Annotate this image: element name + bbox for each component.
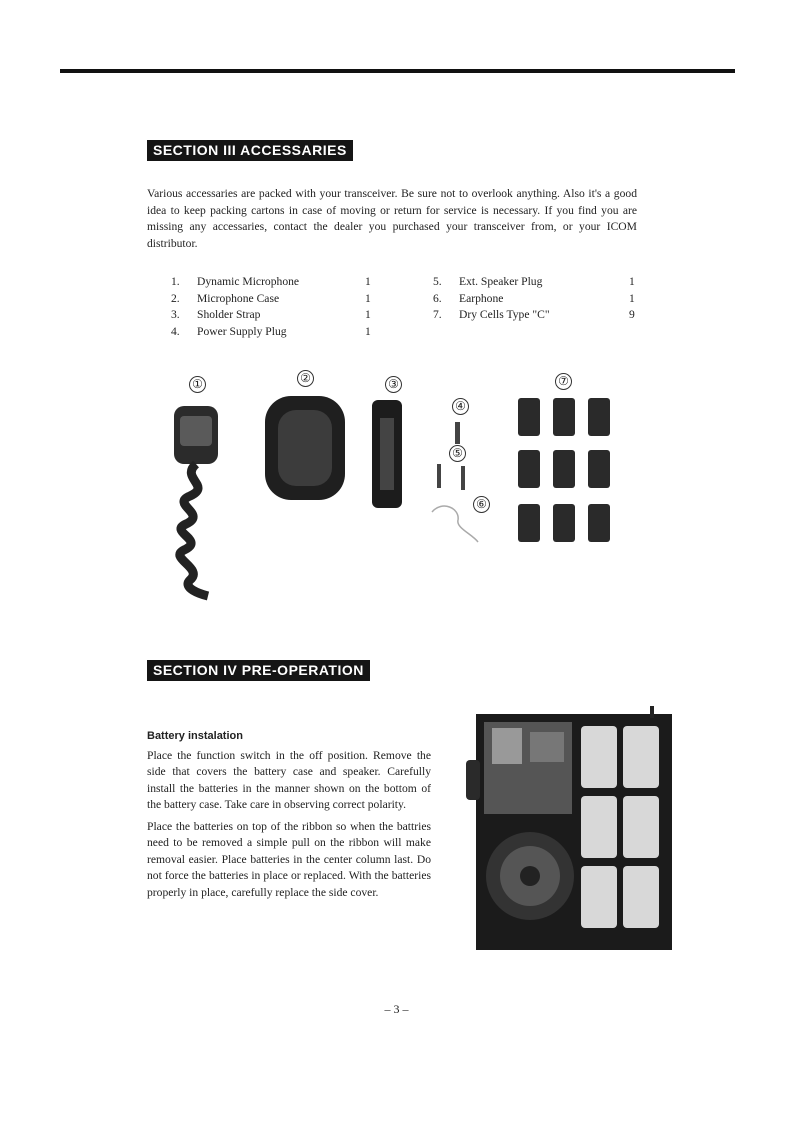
microphone-case-image: [265, 396, 345, 500]
accessories-intro: Various accessaries are packed with your transceiver. Be sure not to overlook anything. Also it's a good idea to keep packing cartons in case of moving or return for service is necessary. If you find you are missing any accessaries, contact the dealer you purchased your transceiver from, or your ICOM distributor.: [147, 187, 637, 250]
callout-3: ③: [385, 376, 402, 393]
battery-installation-text: [147, 728, 431, 906]
accessory-list-right: [433, 274, 649, 324]
callout-4: ④: [452, 398, 469, 415]
callout-5: ⑤: [449, 445, 466, 462]
callout-1: ①: [189, 376, 206, 393]
transceiver-interior-illustration: [466, 706, 677, 952]
list-item: 6. Earphone 1: [433, 291, 635, 305]
accessories-figure: [160, 368, 630, 608]
accessory-list-left: [171, 274, 385, 340]
page-number: – 3 –: [384, 1002, 409, 1016]
battery-installation-heading: Battery instalation: [147, 730, 243, 742]
section-3-heading: SECTION III ACCESSARIES: [147, 140, 353, 161]
list-item: 3. Sholder Strap 1: [171, 308, 371, 321]
callout-7: ⑦: [555, 373, 572, 390]
microphone-image: [174, 406, 218, 596]
list-item: 5. Ext. Speaker Plug 1: [433, 275, 635, 288]
top-rule: [60, 69, 735, 73]
paragraph: Place the function switch in the off position. Remove the side that covers the battery case and speaker. Carefully install the batteries in the manner shown on the bottom of the battery case. Take care in observing correct polarity.: [147, 748, 431, 811]
paragraph: Place the batteries on top of the ribbon so when the battries need to be removed a simple pull on the ribbon will make removal easier. Place batteries in the center column last. Do not force the batteries in place or replaced. With the batteries properly in place, carefully replace the side cover.: [147, 819, 431, 899]
dry-cells-image: [518, 398, 610, 542]
list-item: 1. Dynamic Microphone 1: [171, 275, 371, 288]
list-item: 4. Power Supply Plug 1: [171, 324, 371, 338]
shoulder-strap-image: [372, 400, 402, 508]
earphone-image: [432, 506, 478, 542]
callout-2: ②: [297, 370, 314, 387]
list-item: 7. Dry Cells Type "C" 9: [433, 308, 635, 321]
list-item: 2. Microphone Case 1: [171, 291, 371, 305]
accessories-illustration: [160, 368, 630, 608]
section-4-heading: SECTION IV PRE-OPERATION: [147, 660, 370, 681]
callout-6: ⑥: [473, 496, 490, 513]
battery-compartment-photo: [466, 706, 677, 952]
